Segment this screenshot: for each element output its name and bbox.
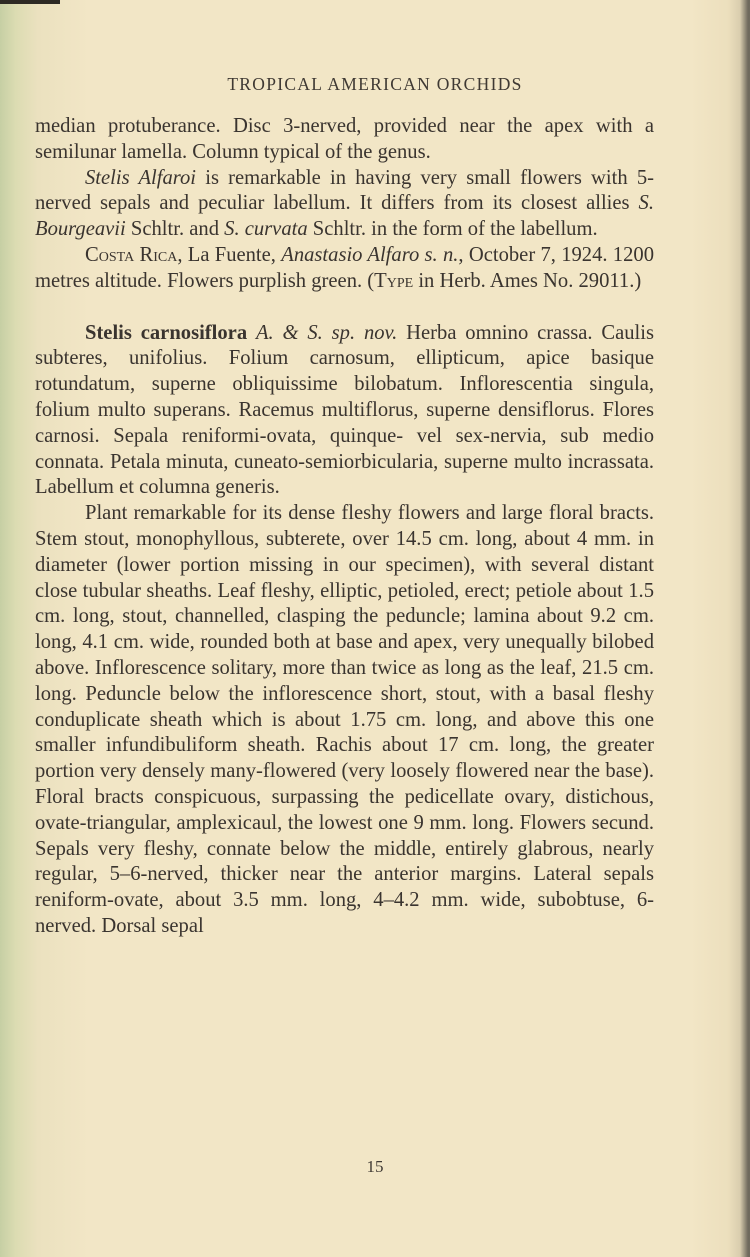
section-gap	[35, 295, 654, 321]
paragraph-labellum-end: median protuberance. Disc 3-nerved, provided near the apex with a semilunar lamella. Column typical of the genus.	[35, 115, 654, 163]
paragraph-specimen-citation: Costa Rica, La Fuente, Anastasio Alfaro s. n., October 7, 1924. 1200 metres altitude. Flowers purplish green. (Type in Herb. Ames No. 29011.)	[35, 243, 654, 292]
type-label: Type	[374, 269, 414, 292]
species-heading: Stelis carnosiflora	[85, 321, 248, 344]
page-corner-shadow	[0, 0, 60, 4]
collector: Anastasio Alfaro s. n.	[281, 243, 459, 266]
species-name: S. curvata	[224, 218, 308, 241]
page-number: 15	[366, 1157, 384, 1176]
paragraph-latin-diagnosis: Stelis carnosiflora A. & S. sp. nov. Herba omnino crassa. Caulis subteres, unifolius. Folium carnosum, ellipticum, apice basique rotundatum, superne obliquissime bilobatum. Inflorescentia singula, folium multo superans. Racemus multiflorus, superne densiflorus. Flores carnosi. Sepala reniformi-ovata, quinque- vel sex-nervia, sub medio connata. Petala minuta, cuneato-semiorbicularia, superne multo incrassata. Labellum et columna generis.	[35, 321, 654, 499]
authority: A. & S. sp. nov.	[255, 321, 398, 344]
body-text	[35, 114, 654, 940]
paragraph-stelis-alfaroi-remarks: Stelis Alfaroi is remarkable in having very small flowers with 5-nerved sepals and peculiar labellum. It differs from its closest allies S. Bourgeavii Schltr. and S. curvata Schltr. in the form of the labellum.	[35, 166, 654, 241]
locality: Costa Rica	[85, 243, 178, 266]
species-name: S. Bourgeavii	[35, 192, 654, 241]
paragraph-description: Plant remarkable for its dense fleshy flowers and large floral bracts. Stem stout, monophyllous, subterete, over 14.5 cm. long, about 4 mm. in diameter (lower portion missing in our specimen), with several distant close tubular sheaths. Leaf fleshy, elliptic, petioled, erect; petiole about 1.5 cm. long, stout, channelled, clasping the peduncle; lamina about 9.2 cm. long, 4.1 cm. wide, rounded both at base and apex, very unequally bilobed above. Inflorescence solitary, more than twice as long as the leaf, 21.5 cm. long. Peduncle below the inflorescence short, stout, with a basal fleshy conduplicate sheath which is about 1.75 cm. long, and above this one smaller infundibuliform sheath. Rachis about 17 cm. long, the greater portion very densely many-flowered (very loosely flowered near the base). Floral bracts conspicuous, surpassing the pedicellate ovary, distichous, ovate-triangular, amplexicaul, the lowest one 9 mm. long. Flowers secund. Sepals very fleshy, connate below the middle, entirely glabrous, nearly regular, 5–6-nerved, thicker near the anterior margins. Lateral sepals reniform-ovate, about 3.5 mm. long, 4–4.2 mm. wide, subobtuse, 6-nerved. Dorsal sepal	[35, 502, 654, 937]
species-name: Stelis Alfaroi	[85, 166, 197, 189]
running-head: TROPICAL AMERICAN ORCHIDS	[227, 74, 523, 94]
